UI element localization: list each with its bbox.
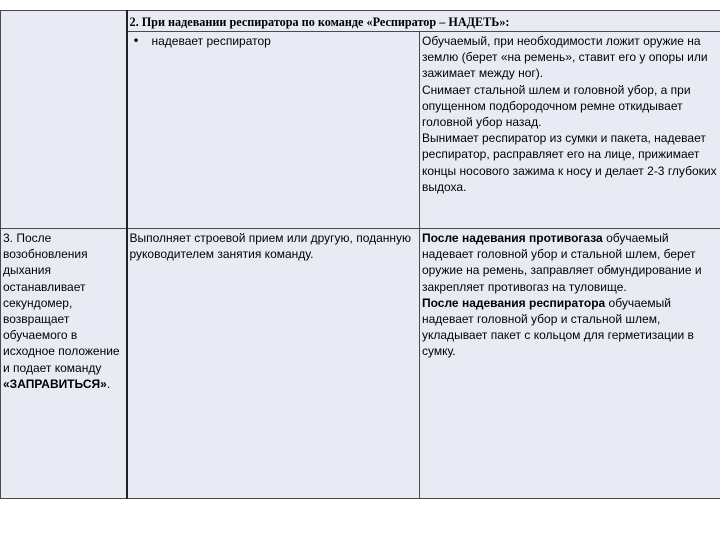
empty-step-cell [1, 11, 127, 229]
section-header-text: 2. При надевании респиратора по команде «Респиратор – НАДЕТЬ»: [129, 15, 510, 29]
row2-step-end: . [106, 376, 111, 391]
row1-detail-1: Обучаемый, при необходимости ложит оружие на землю (берет «на ремень», ставит его у опоры или зажимает между ног). [422, 34, 708, 81]
row2-details-cell [420, 229, 720, 499]
row1-detail-2: Снимает стальной шлем и головной убор, а при опущенном подбородочном ремне откидывает головной убор назад. [422, 82, 691, 130]
row2-gas-mask-text: обучаемый надевает головной убор и стальной шлем, берет оружие на ремень, заправляет обмундирование и закрепляет противогаз на туловище. [422, 231, 702, 294]
row1-action-cell [127, 32, 420, 229]
row2-gas-mask-paragraph [422, 230, 719, 295]
row1-action-list [130, 33, 419, 49]
row2-gas-mask-label: После надевания противогаза [422, 231, 603, 245]
row1-detail-3: Вынимает респиратор из сумки и пакета, надевает респиратор, расправляет его на лице, прижимает концы носового зажима к носу и делает 2-3 глубоких выдоха. [422, 131, 717, 194]
row2-action-text: Выполняет строевой прием или другую, поданную руководителем занятия команду. [129, 231, 412, 262]
row2-step-cell [1, 229, 127, 499]
row2-respirator-paragraph [422, 295, 719, 360]
row2-step-text: 3. После возобновления дыхания останавливает секундомер, возвращает обучаемого в исходное положение и подает команду [3, 231, 120, 375]
row2-respirator-label: После надевания респиратора [422, 295, 606, 310]
row2-action-cell [127, 229, 420, 499]
row1-action-item: • надевает респиратор [130, 33, 419, 49]
instruction-table [0, 10, 720, 499]
row2-respirator-text: обучаемый надевает головной убор и стальной шлем, укладывает пакет с кольцом для герметизации в сумку. [422, 295, 694, 359]
row2-step-command: «ЗАПРАВИТЬСЯ» [3, 376, 107, 391]
section-header [127, 11, 720, 32]
row1-details-cell [420, 32, 720, 229]
